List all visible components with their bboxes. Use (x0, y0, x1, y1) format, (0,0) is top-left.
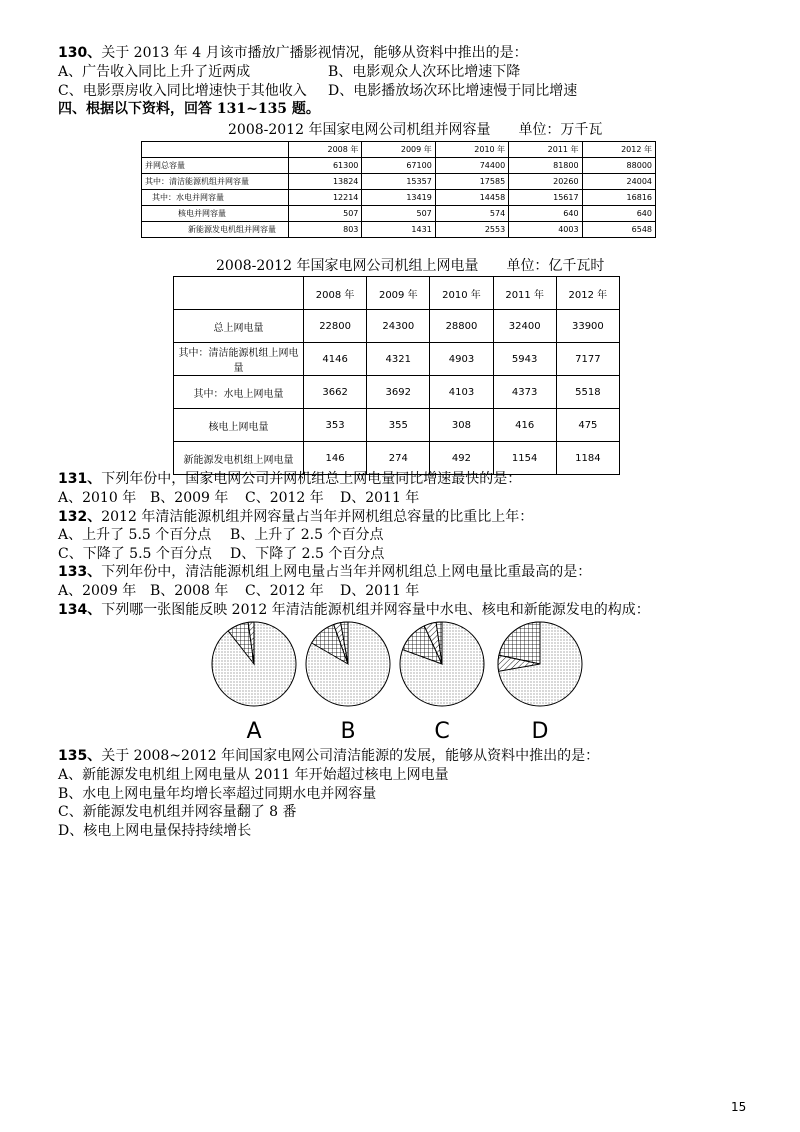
table-cell: 3662 (304, 376, 367, 409)
table-row (142, 174, 656, 190)
table-cell: 4103 (430, 376, 493, 409)
table-row (142, 222, 656, 238)
table-cell: 13824 (289, 174, 362, 190)
table-cell: 4903 (430, 343, 493, 376)
table2-row-label: 核电上网电量 (174, 409, 304, 442)
table-cell: 507 (362, 206, 435, 222)
section-4-heading: 四、根据以下资料，回答 131~135 题。 (58, 101, 320, 117)
page-number: 15 (731, 1100, 747, 1114)
q133-stem: 下列年份中，清洁能源机组上网电量占当年并网机组总上网电量比重最高的是： (101, 564, 592, 580)
table-cell: 274 (367, 442, 430, 475)
table-cell: 14458 (435, 190, 508, 206)
table1-header-2008: 2008 年 (289, 142, 362, 158)
table-cell: 492 (430, 442, 493, 475)
table-cell: 803 (289, 222, 362, 238)
q135-stem-line (58, 747, 599, 765)
q133-option-b: B、2008 年 (150, 583, 229, 599)
table-row (174, 409, 620, 442)
table2-header-corner (174, 277, 304, 310)
q131-option-c: C、2012 年 (245, 490, 324, 506)
q134-stem: 下列哪一张图能反映 2012 年清洁能源机组并网容量中水电、核电和新能源发电的构成： (101, 602, 650, 618)
q130-option-a: A、广告收入同比上升了近两成 (58, 64, 251, 80)
q131-option-b: B、2009 年 (150, 490, 229, 506)
table-cell: 22800 (304, 310, 367, 343)
table-cell: 507 (289, 206, 362, 222)
table-cell: 355 (367, 409, 430, 442)
table1-header-corner (142, 142, 289, 158)
table-cell: 13419 (362, 190, 435, 206)
q130-number: 130、 (58, 45, 102, 61)
table2-header-2009: 2009 年 (367, 277, 430, 310)
q132-option-c: C、下降了 5.5 个百分点 (58, 546, 212, 562)
table-cell: 4373 (493, 376, 556, 409)
table1-header-2010: 2010 年 (435, 142, 508, 158)
table-cell: 4003 (509, 222, 582, 238)
pie-label-C: C (434, 719, 450, 742)
q130-option-d: D、电影播放场次环比增速慢于同比增速 (328, 83, 578, 99)
table-row (174, 376, 620, 409)
table1-header-2012: 2012 年 (582, 142, 655, 158)
q134-pie-charts (200, 612, 600, 742)
table-cell: 1154 (493, 442, 556, 475)
table-cell: 67100 (362, 158, 435, 174)
table1-row-label: 核电并网容量 (142, 206, 289, 222)
table-cell: 640 (582, 206, 655, 222)
table-cell: 308 (430, 409, 493, 442)
q132-option-d: D、下降了 2.5 个百分点 (230, 546, 385, 562)
table-cell: 7177 (556, 343, 619, 376)
q131-number: 131、 (58, 471, 102, 487)
table-cell: 74400 (435, 158, 508, 174)
table2-header-2010: 2010 年 (430, 277, 493, 310)
q135-option-b: B、水电上网电量年均增长率超过同期水电并网容量 (58, 786, 377, 802)
table1-row-label: 并网总容量 (142, 158, 289, 174)
q133-option-c: C、2012 年 (245, 583, 324, 599)
table1-row-label: 其中：清洁能源机组并网容量 (142, 174, 289, 190)
table1-grid-capacity (141, 141, 656, 238)
q135-option-d: D、核电上网电量保持持续增长 (58, 823, 252, 839)
pie-label-A: A (246, 719, 262, 742)
table-cell: 1431 (362, 222, 435, 238)
q132-stem-line (58, 508, 533, 526)
table-cell: 32400 (493, 310, 556, 343)
table2-row-label: 新能源发电机组上网电量 (174, 442, 304, 475)
q132-option-b: B、上升了 2.5 个百分点 (230, 527, 384, 543)
q133-number: 133、 (58, 564, 102, 580)
table-cell: 1184 (556, 442, 619, 475)
q130-option-b: B、电影观众人次环比增速下降 (328, 64, 521, 80)
q130-stem: 关于 2013 年 4 月该市播放广播影视情况，能够从资料中推出的是： (101, 45, 528, 61)
table-cell: 20260 (509, 174, 582, 190)
q135-option-a: A、新能源发电机组上网电量从 2011 年开始超过核电上网电量 (58, 767, 449, 783)
q132-stem: 2012 年清洁能源机组并网容量占当年并网机组总容量的比重比上年： (101, 509, 534, 525)
table2-row-label: 总上网电量 (174, 310, 304, 343)
table-cell: 33900 (556, 310, 619, 343)
table2-header-2008: 2008 年 (304, 277, 367, 310)
table2-row-label: 其中：水电上网电量 (174, 376, 304, 409)
q134-number: 134、 (58, 602, 102, 618)
table-cell: 24300 (367, 310, 430, 343)
table1-header-row (142, 142, 656, 158)
pie-label-B: B (340, 719, 356, 742)
q131-option-d: D、2011 年 (340, 490, 420, 506)
table-cell: 81800 (509, 158, 582, 174)
table-cell: 61300 (289, 158, 362, 174)
table-cell: 146 (304, 442, 367, 475)
table-row (174, 310, 620, 343)
table-cell: 6548 (582, 222, 655, 238)
table-row (142, 206, 656, 222)
table-cell: 353 (304, 409, 367, 442)
q135-option-c: C、新能源发电机组并网容量翻了 8 番 (58, 804, 297, 820)
table-cell: 5518 (556, 376, 619, 409)
table2-row-label: 其中：清洁能源机组上网电量 (174, 343, 304, 376)
q135-number: 135、 (58, 748, 102, 764)
table1-caption: 2008-2012 年国家电网公司机组并网容量 单位：万千瓦 (228, 122, 603, 138)
table2-header-2012: 2012 年 (556, 277, 619, 310)
table-row (142, 158, 656, 174)
table-cell: 416 (493, 409, 556, 442)
q132-number: 132、 (58, 509, 102, 525)
q133-stem-line (58, 563, 591, 581)
table1-row-label: 其中：水电并网容量 (142, 190, 289, 206)
table-cell: 574 (435, 206, 508, 222)
q131-option-a: A、2010 年 (58, 490, 137, 506)
table-cell: 4146 (304, 343, 367, 376)
table-cell: 88000 (582, 158, 655, 174)
table2-grid-generation (173, 276, 620, 475)
table-row (174, 343, 620, 376)
table1-header-2011: 2011 年 (509, 142, 582, 158)
table-cell: 640 (509, 206, 582, 222)
table2-header-2011: 2011 年 (493, 277, 556, 310)
table-row (142, 190, 656, 206)
q130-option-c: C、电影票房收入同比增速快于其他收入 (58, 83, 307, 99)
table2-header-row (174, 277, 620, 310)
q131-stem: 下列年份中，国家电网公司并网机组总上网电量同比增速最快的是： (101, 471, 522, 487)
table-cell: 17585 (435, 174, 508, 190)
table-cell: 28800 (430, 310, 493, 343)
table-cell: 2553 (435, 222, 508, 238)
table-cell: 3692 (367, 376, 430, 409)
table-cell: 15617 (509, 190, 582, 206)
table-cell: 24004 (582, 174, 655, 190)
table-cell: 4321 (367, 343, 430, 376)
table-cell: 475 (556, 409, 619, 442)
table-cell: 16816 (582, 190, 655, 206)
q133-option-d: D、2011 年 (340, 583, 420, 599)
q132-option-a: A、上升了 5.5 个百分点 (58, 527, 212, 543)
table1-row-label: 新能源发电机组并网容量 (142, 222, 289, 238)
q135-stem: 关于 2008~2012 年间国家电网公司清洁能源的发展，能够从资料中推出的是： (101, 748, 600, 764)
table2-caption: 2008-2012 年国家电网公司机组上网电量 单位：亿千瓦时 (216, 258, 605, 274)
table-cell: 12214 (289, 190, 362, 206)
q130-stem-line (58, 44, 528, 62)
pie-label-D: D (531, 719, 549, 742)
table-cell: 5943 (493, 343, 556, 376)
q131-stem-line (58, 470, 521, 488)
table-cell: 15357 (362, 174, 435, 190)
q133-option-a: A、2009 年 (58, 583, 137, 599)
table1-header-2009: 2009 年 (362, 142, 435, 158)
